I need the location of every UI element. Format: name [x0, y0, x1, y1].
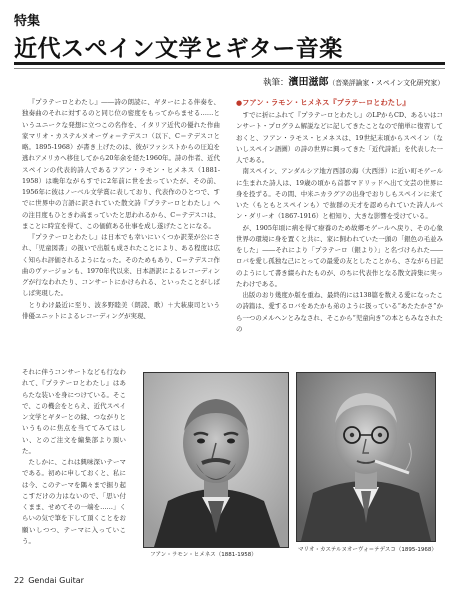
body-paragraph: 『プラテーロとわたし』――詩の朗読に、ギターによる伴奏を、独奏曲のそれに対するのと同じ位の密度をもってからませる……というユニークな発想に立つこの名作を、イタリア近代の優れた作曲家マリオ・カステルヌオーヴォ＝テデスコ（以下、C＝テデスコと略。1895-1968）が書き上げたのは、彼がファシストからの圧迫を逃れアメリカへ移住してから20年余を経た1960年。詩の作者、近代スペインの代表的詩人であるフアン・ラモン・ヒメネス（1881-1958）は晩年ながらすでに2年前に世を去っていたが、その前、1956年に彼はノーベル文学賞に表しており、代表作のひとつで、すでに世界中の言語に訳されていた散文詩『プラテーロとわたし』への注目度もひときわ高まっていたと思われるから、C＝テデスコは、まことに時宜を得て、この価値ある仕事を成し遂げたことになる。 [22, 98, 220, 230]
page-footer [14, 576, 84, 585]
article-title: 近代スペイン文学とギター音楽 [14, 35, 343, 62]
body-paragraph: 『プラテーロとわたし』は日本でも幸いにいくつか訳業が公にされ、「児童図書」の扱いで出版も成されたことにより、ある程度は広く知られ評価されるようになった。そのためもあり、C＝テデスコ作曲のヴァージョンも、1970年代以来、日本語訳によるレコーディングが行なわれたり、コンサートにかけられる、といったことがしばしば実現した。 [22, 233, 220, 298]
body-paragraph: が、1905年頃に病を得て療養のため故郷モゲールへ戻り、その心象世界の環境に身を置くと共に、家に飼われていた一頭の「銀色の毛並みをした」――それにより「プラテーロ（銀より）」と名づけられた――ロバを愛し孤独な己にとっての最愛の友としたことから、さながら日記のようにして書き綴られたものが、のちに代表作となる散文詩集に実ったわけである。 [236, 223, 443, 288]
left-column-bottom [22, 367, 126, 547]
portrait-photo-tedesco [296, 372, 436, 542]
subsection-heading [236, 97, 443, 109]
photo-caption-jimenez: フアン・ラモン・ヒメネス（1881-1958） [150, 552, 257, 558]
title-rule-heavy [14, 62, 445, 65]
author-role: （音楽評論家・スペイン文化研究家） [328, 79, 444, 87]
left-column-top [22, 97, 220, 322]
body-paragraph: 南スペイン、アンダルシア地方西部の海（大西洋）に近い町モゲールに生まれた詩人は、19歳の頃から首都マドリッドへ出て文芸の世界に身を投ずる。その間、中米ニカラグアの出身でおりしもスペインに来ていた（もともとスペインも）で抜群の天才を認められていた詩人ルベン・ダリーオ（1867-1916）と相知り、大きな影響を受けている。 [236, 167, 443, 221]
photo-caption-tedesco: マリオ・カステルヌオーヴォ＝テデスコ（1895-1968） [298, 547, 437, 553]
portrait-jimenez-image [144, 373, 288, 547]
right-column [236, 97, 443, 335]
title-rule-light [14, 68, 445, 69]
heading-main: フアン・ラモン・ヒメネス [242, 98, 330, 107]
portrait-tedesco-image [297, 373, 435, 541]
body-paragraph: すでに折にふれて『プラテーロとわたし』のLPからCD、あるいはコンサート・プログラム解説などに記してきたことなので簡単に復習しておくと、フアン・ラモス・ヒメネスは、19世紀末頃からスペイン（ないしスペイン語圏）の詩の世界に興ってきた「近代詩派」を代表した一人である。 [236, 111, 443, 164]
body-paragraph: 出版のおり幾度か版を重ね、最終的には138篇を数える愛になったこの詩篇は、愛するロバをあたかも弟のように扱っている“あたたかさ”から一つのメルヘンとみなされ、そこから“児童向き”の本ともみなされたの [236, 291, 443, 333]
portrait-photo-jimenez [143, 372, 289, 548]
byline [263, 73, 444, 88]
body-paragraph: とりわけ最近に至り、波多野睦美（朗読、歌）＋大萩康司という俳優ユニットによるレコーディングが実現、 [22, 300, 220, 320]
section-label: 特集 [14, 14, 41, 29]
heading-bullet: ● [236, 99, 243, 107]
byline-prefix: 執筆： [262, 78, 289, 88]
author-name: 濱田滋郎 [288, 77, 329, 88]
body-paragraph: たしかに、これは興味深いテーマである。初めに申しておくと、私には今、このテーマを隅々まで掘り起こすだけの力はないので、「思い付くまま、せめてその一端を……」くらいの気で筆を下して頂くことをお願いしつつ、テーマに入っていこう。 [22, 458, 126, 545]
magazine-name: Gendai Guitar [28, 576, 84, 585]
body-paragraph: それに伴うコンサートなども行なわれて、『プラテーロとわたし』はあらたな装いを身につけている。そこで、この機会をとらえ、近代スペイン文学とギターとの縁、つながりというものに焦点を当ててみてはしい、とのご注文を編集部より頂いた。 [22, 368, 126, 455]
heading-tail: 『プラテーロとわたし』 [329, 98, 410, 107]
page-number: 22 [14, 576, 25, 585]
